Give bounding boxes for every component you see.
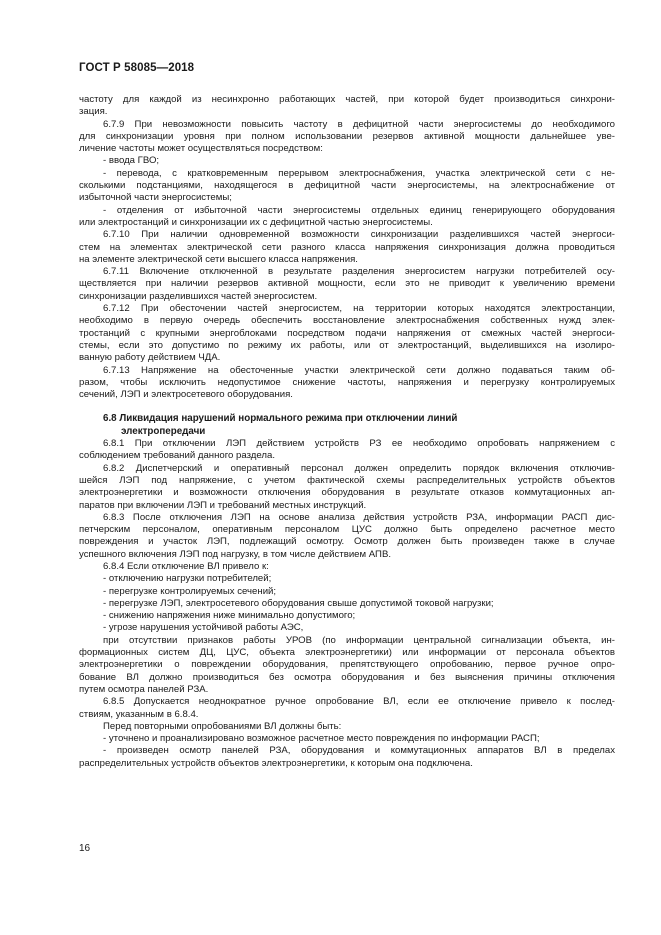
- page-number: 16: [79, 843, 91, 854]
- list-item: - перегрузке контролируемых сечений;: [103, 585, 277, 597]
- clause-6-8-1: 6.8.1 При отключении ЛЭП действием устройств РЗ ее необходимо опробовать напряжением с: [103, 438, 615, 450]
- list-item: - перегрузке ЛЭП, электросетевого оборудования свыше допустимой токовой нагрузки;: [103, 597, 494, 609]
- text-line: сечений, ЛЭП и электросетевого оборудования.: [79, 389, 293, 401]
- clause-6-8-3: 6.8.3 После отключения ЛЭП на основе анализа действия устройств РЗА, информации РАСП дис-: [103, 511, 615, 523]
- clause-6-7-10: 6.7.10 При наличии одновременной возможности синхронизации разделившихся частей энергоси-: [103, 229, 615, 241]
- text-line: зация.: [79, 106, 108, 118]
- clause-6-7-11: 6.7.11 Включение отключенной в результате разделения энергосистем нагрузки потребителей осу-: [103, 266, 615, 278]
- section-gap: [79, 401, 615, 413]
- text-line: избыточной части энергосистемы;: [79, 192, 232, 204]
- text-line: ществляется при наличии резервов активной мощности, если это не приводит к увеличению времени: [79, 278, 615, 290]
- text-line: электроэнергетики и возможности отключения оборудования в результате отказов коммутационных ап-: [79, 487, 615, 499]
- text-line: частоту для каждой из несинхронно работающих частей, при которой будет производиться синхрони-: [79, 94, 615, 105]
- text-line: на элементе электрической сети высшего класса напряжения.: [79, 253, 358, 265]
- text-line: личение частоты может осуществляться посредством:: [79, 143, 323, 155]
- text-line: стемы, если это допустимо по режиму их работы, или от электростанций, выделившихся на изолиро-: [79, 339, 615, 351]
- text-line: разом, чтобы исключить недопустимое снижение частоты, напряжения и перегрузку контролируемых: [79, 376, 615, 388]
- text-line: успешного включения ЛЭП под нагрузку, в том числе действием АПВ.: [79, 548, 392, 560]
- section-heading-6-8-cont: электропередачи: [121, 425, 206, 437]
- text-line: шейся ЛЭП под напряжение, с учетом фактической схемы распределительных устройств объектов: [79, 474, 615, 486]
- text-line: для синхронизации уровня при полном использовании резервов активной мощности дальнейшее уве-: [79, 130, 615, 142]
- clause-6-8-2: 6.8.2 Диспетчерский и оперативный персонал должен определить порядок включения отключив-: [103, 462, 615, 474]
- text-line: паратов при включении ЛЭП и требований местных инструкций.: [79, 499, 367, 511]
- list-item: - уточнено и проанализировано возможное расчетное место повреждения по информации РАСП;: [103, 733, 540, 745]
- text-line: повреждения и участок ЛЭП, подлежащий осмотру. Осмотр должен быть произведен также в случае: [79, 536, 615, 548]
- text-line: стем на элементах электрической сети разного класса напряжения синхронизация должна проводиться: [79, 241, 615, 253]
- list-item: - угрозе нарушения устойчивой работы АЭС,: [103, 622, 304, 634]
- text-line: соблюдением требований данного раздела.: [79, 450, 275, 462]
- text-line: формационных систем ДЦ, ЦУС, объекта электроэнергетики) или информации от персонала объектов: [79, 647, 615, 659]
- text-line: путем осмотра панелей РЗА.: [79, 683, 209, 695]
- text-line: ванную работу действием ЧДА.: [79, 352, 221, 364]
- text-line: при отсутствии признаков работы УРОВ (по информации центральной сигнализации объекта, ин-: [103, 634, 615, 646]
- text-line: петчерским персоналом, оперативным персоналом ЦУС должно быть определено расчетное место: [79, 524, 615, 536]
- list-item: - снижению напряжения ниже минимально допустимого;: [103, 610, 356, 622]
- standard-header: ГОСТ Р 58085—2018: [79, 62, 195, 74]
- text-line: ствиям, указанным в 6.8.4.: [79, 708, 199, 720]
- clause-6-7-9: 6.7.9 При невозможности повысить частоту в дефицитной части энергосистемы до необходимого: [103, 118, 615, 130]
- text-line: распределительных устройств объектов электроэнергетики, к которым она подключена.: [79, 757, 473, 769]
- section-heading-6-8: 6.8 Ликвидация нарушений нормального режима при отключении линий: [103, 413, 458, 425]
- list-item: - произведен осмотр панелей РЗА, оборудования и коммутационных аппаратов ВЛ в пределах: [103, 745, 615, 757]
- list-item: - отделения от избыточной части энергосистемы отдельных единиц генерирующего оборудования: [103, 204, 615, 216]
- list-item: - отключению нагрузки потребителей;: [103, 573, 272, 585]
- text-line: или электростанций и синхронизации их с дефицитной частью энергосистемы.: [79, 216, 433, 228]
- text-line: сколькими подстанциями, находящегося в дефицитной части энергосистемы, на электроснабжение от: [79, 180, 615, 192]
- list-item: - перевода, с кратковременным перерывом электроснабжения, участка электрической сети с не-: [103, 167, 615, 179]
- text-line: Перед повторными опробованиями ВЛ должны быть:: [103, 720, 342, 732]
- document-body: [79, 94, 615, 770]
- text-line: тростанций с крупными энергоблоками посредством подачи напряжения от смежных частей энергоси-: [79, 327, 615, 339]
- clause-6-7-13: 6.7.13 Напряжение на обесточенные участки электрической сети должно подаваться таким об-: [103, 364, 615, 376]
- text-line: синхронизации разделившихся частей энергосистем.: [79, 290, 318, 302]
- text-line: бование ВЛ должно производиться без осмотра оборудования и без выяснения причины отключения: [79, 671, 615, 683]
- clause-6-7-12: 6.7.12 При обесточении частей энергосистем, на территории которых находятся электростанции,: [103, 303, 615, 315]
- text-line: необходимо в первую очередь обеспечить восстановление электроснабжения собственных нужд элек-: [79, 315, 615, 327]
- list-item: - ввода ГВО;: [103, 155, 160, 167]
- clause-6-8-5: 6.8.5 Допускается неоднократное ручное опробование ВЛ, если ее отключение привело к послед-: [103, 696, 615, 708]
- clause-6-8-4: 6.8.4 Если отключение ВЛ привело к:: [103, 560, 269, 572]
- text-line: электроэнергетики о повреждении оборудования, препятствующего опробованию, первое ручное опро-: [79, 659, 615, 671]
